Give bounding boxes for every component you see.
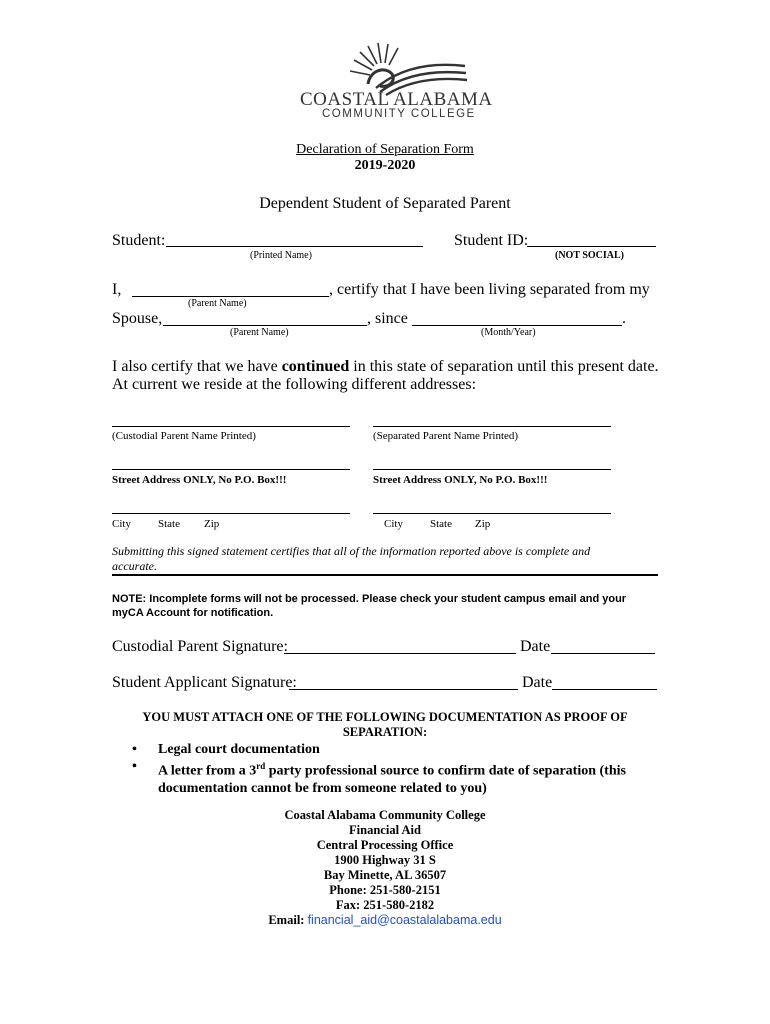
form-title: Declaration of Separation Form bbox=[296, 142, 474, 157]
student-date-label: Date bbox=[522, 674, 553, 691]
documentation-list bbox=[132, 741, 626, 797]
separated-street-caption: Street Address ONLY, No P.O. Box!!! bbox=[373, 474, 548, 486]
custodial-street-field[interactable] bbox=[112, 469, 350, 470]
certify-i-label: I, bbox=[112, 281, 122, 298]
continued-statement bbox=[112, 358, 659, 376]
contact-phone: Phone: 251-580-2151 bbox=[329, 883, 441, 897]
documentation-item-letter bbox=[132, 758, 626, 797]
parent-name-caption-2: (Parent Name) bbox=[230, 327, 289, 338]
bullet-icon: • bbox=[132, 742, 137, 757]
addresses-intro: At current we reside at the following different addresses: bbox=[112, 376, 477, 393]
separated-zip-caption: Zip bbox=[475, 518, 491, 530]
documentation-item-court-text: Legal court documentation bbox=[158, 742, 320, 757]
student-id-field[interactable] bbox=[527, 246, 656, 247]
contact-street: 1900 Highway 31 S bbox=[334, 853, 436, 867]
separated-name-caption: (Separated Parent Name Printed) bbox=[373, 430, 519, 442]
custodial-signature-field[interactable] bbox=[284, 653, 516, 654]
custodial-street-caption: Street Address ONLY, No P.O. Box!!! bbox=[112, 474, 287, 486]
note-line2: myCA Account for notification. bbox=[112, 607, 274, 619]
documentation-heading-2: SEPARATION: bbox=[342, 725, 428, 739]
student-id-label: Student ID: bbox=[454, 232, 529, 249]
custodial-date-field[interactable] bbox=[551, 653, 655, 654]
contact-city: Bay Minette, AL 36507 bbox=[323, 868, 447, 882]
student-label: Student: bbox=[112, 232, 166, 249]
custodial-city-caption: City bbox=[112, 518, 131, 530]
contact-dept: Financial Aid bbox=[349, 823, 421, 837]
sun-wave-logo-icon bbox=[340, 40, 470, 96]
custodial-date-label: Date bbox=[520, 638, 551, 655]
student-signature-label: Student Applicant Signature: bbox=[112, 674, 297, 691]
separated-city-field[interactable] bbox=[373, 513, 611, 514]
parent-name-caption-1: (Parent Name) bbox=[188, 298, 247, 309]
bullet-icon: • bbox=[132, 759, 137, 774]
contact-college: Coastal Alabama Community College bbox=[284, 808, 486, 822]
documentation-item-letter-post: party professional source to confirm date of separation (this bbox=[265, 763, 626, 779]
custodial-state-caption: State bbox=[158, 518, 180, 530]
documentation-item-letter-line2: documentation cannot be from someone related to you) bbox=[158, 780, 487, 796]
separated-city-caption: City bbox=[384, 518, 403, 530]
separated-street-field[interactable] bbox=[373, 469, 611, 470]
not-social-caption: (NOT SOCIAL) bbox=[555, 250, 624, 261]
form-subtitle: Dependent Student of Separated Parent bbox=[259, 195, 511, 212]
custodial-name-field[interactable] bbox=[112, 426, 350, 427]
custodial-city-field[interactable] bbox=[112, 513, 350, 514]
custodial-zip-caption: Zip bbox=[204, 518, 220, 530]
section-divider bbox=[112, 574, 658, 576]
continued-pre: I also certify that we have bbox=[112, 358, 282, 375]
note-line1: NOTE: Incomplete forms will not be processed. Please check your student campus email and your bbox=[112, 593, 627, 605]
certification-statement-line1: Submitting this signed statement certifies that all of the information reported above is complete and bbox=[112, 544, 591, 558]
separated-state-caption: State bbox=[430, 518, 452, 530]
continued-post: in this state of separation until this present date. bbox=[349, 358, 659, 375]
student-name-field[interactable] bbox=[166, 246, 423, 247]
parent-name-field-1[interactable] bbox=[132, 296, 329, 297]
spouse-label: Spouse, bbox=[112, 310, 163, 327]
contact-email-link[interactable]: financial_aid@coastalalabama.edu bbox=[307, 913, 502, 927]
month-year-field[interactable] bbox=[412, 325, 622, 326]
separated-name-field[interactable] bbox=[373, 426, 611, 427]
since-text: , since bbox=[367, 310, 408, 327]
documentation-heading-1: YOU MUST ATTACH ONE OF THE FOLLOWING DOCUMENTATION AS PROOF OF bbox=[142, 710, 628, 724]
contact-fax: Fax: 251-580-2182 bbox=[335, 898, 435, 912]
printed-name-caption: (Printed Name) bbox=[250, 250, 312, 261]
parent-name-field-2[interactable] bbox=[163, 325, 367, 326]
custodial-name-caption: (Custodial Parent Name Printed) bbox=[112, 430, 256, 442]
logo-line2: COMMUNITY COLLEGE bbox=[322, 108, 476, 120]
contact-office: Central Processing Office bbox=[316, 838, 454, 852]
documentation-item-court bbox=[132, 741, 626, 758]
student-date-field[interactable] bbox=[552, 689, 657, 690]
custodial-signature-label: Custodial Parent Signature: bbox=[112, 638, 288, 655]
contact-email-row bbox=[0, 913, 770, 928]
since-period: . bbox=[622, 310, 626, 327]
documentation-item-letter-sup: rd bbox=[256, 761, 266, 771]
continued-bold: continued bbox=[281, 358, 350, 375]
documentation-item-letter-pre: A letter from a 3 bbox=[158, 763, 257, 779]
certify-text: , certify that I have been living separated from my bbox=[329, 281, 650, 298]
month-year-caption: (Month/Year) bbox=[481, 327, 536, 338]
certification-statement-line2: accurate. bbox=[112, 559, 157, 573]
student-signature-field[interactable] bbox=[289, 689, 518, 690]
form-year: 2019-2020 bbox=[354, 158, 416, 173]
logo-line1: COASTAL ALABAMA bbox=[300, 89, 493, 110]
contact-email-label: Email: bbox=[268, 913, 308, 927]
contact-block bbox=[0, 808, 770, 928]
